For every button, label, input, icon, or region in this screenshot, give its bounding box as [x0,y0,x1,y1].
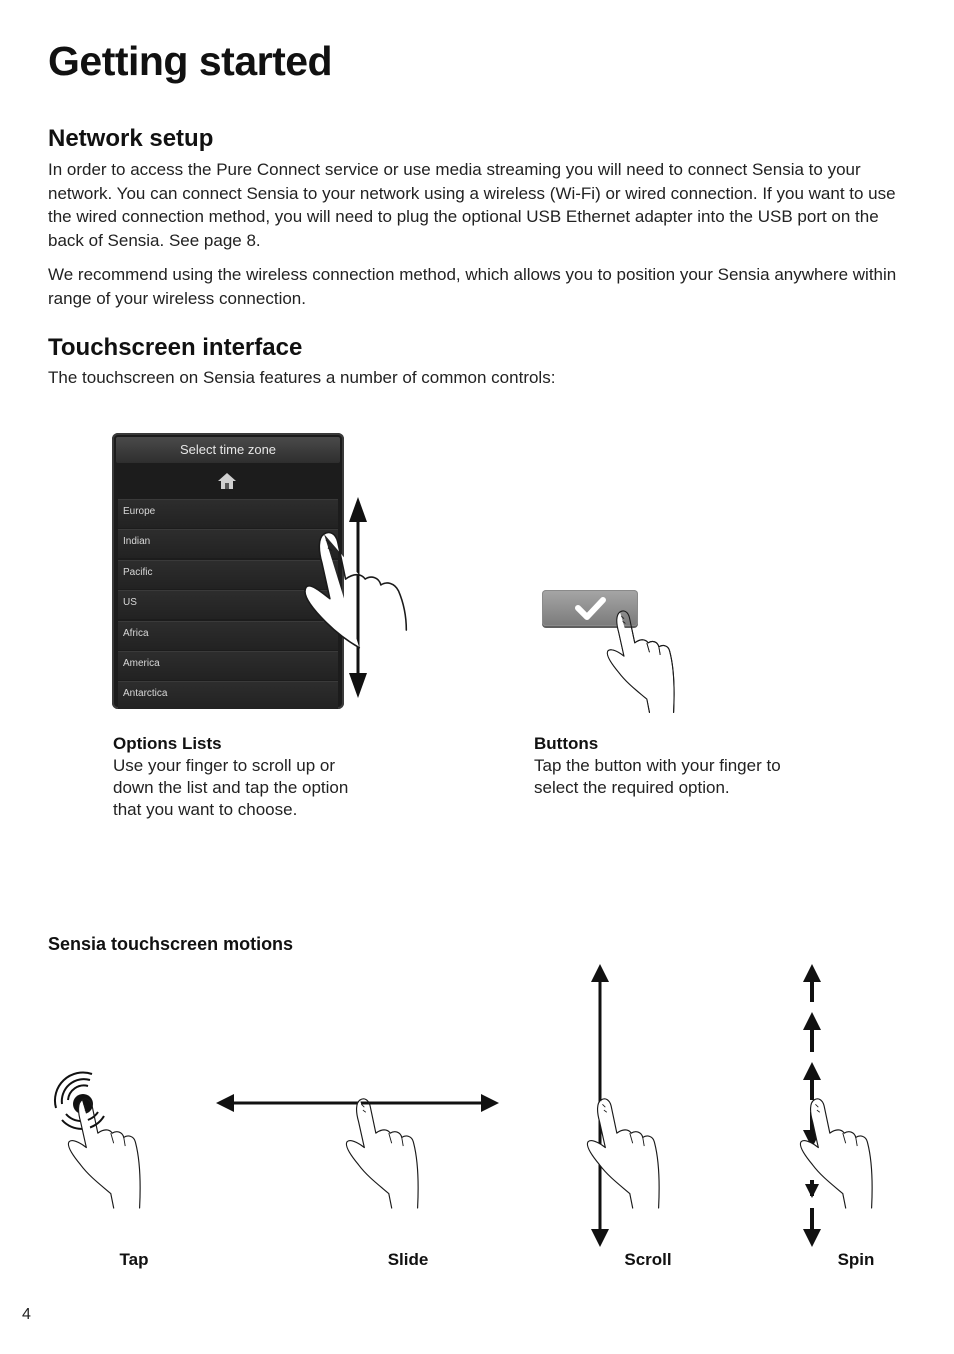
device-screen-title: Select time zone [116,437,340,463]
hand-pointer-icon [587,1099,659,1208]
hand-pointer-icon [68,1099,140,1208]
checkmark-icon [542,590,638,626]
hand-pointer-icon [305,532,406,647]
touchscreen-heading: Touchscreen interface [48,334,303,361]
motion-label-slide: Slide [387,1250,429,1269]
network-paragraph-1: In order to access the Pure Connect service or use media streaming you will need to connect Sensia to your network. You can connect Sensia to your network using a wireless (Wi-Fi) or wired connection. If you want to use the wired connection method, you will need to plug the optional USB Ethernet adapter into the USB port on the back of Sensia. See page 8. [48,160,896,250]
list-item[interactable]: Europe [118,499,338,528]
motion-label-tap: Tap [119,1250,149,1269]
list-item[interactable]: Pacific [118,560,338,589]
motion-label-spin: Spin [837,1250,875,1269]
options-lists-text: Use your finger to scroll up or down the list and tap the option that you want to choose. [113,756,349,819]
list-item[interactable]: US [118,590,338,619]
options-lists-caption [113,733,373,821]
list-item[interactable]: America [118,651,338,680]
page-title: Getting started [48,38,333,84]
motions-heading: Sensia touchscreen motions [48,934,294,954]
buttons-caption [534,733,796,799]
buttons-title: Buttons [534,734,599,753]
motion-label-scroll: Scroll [624,1250,672,1269]
list-item[interactable]: Antarctica [118,681,338,709]
network-paragraph-2: We recommend using the wireless connection method, which allows you to position your Sensia anywhere within range of your wireless connection. [48,265,897,308]
touchscreen-intro: The touchscreen on Sensia features a number of common controls: [48,368,556,387]
list-item[interactable]: Africa [118,621,338,650]
network-setup-heading: Network setup [48,125,214,152]
confirm-button-illustration [542,590,638,626]
list-item[interactable]: Indian [118,529,338,558]
hand-pointer-icon [346,1099,418,1208]
scroll-arrow-icon [349,497,367,698]
buttons-text: Tap the button with your finger to select the required option. [534,756,781,797]
tap-ripple-icon [55,1073,104,1129]
hand-pointer-icon [607,611,674,713]
page-number: 4 [22,1306,31,1323]
options-lists-title: Options Lists [113,734,222,753]
